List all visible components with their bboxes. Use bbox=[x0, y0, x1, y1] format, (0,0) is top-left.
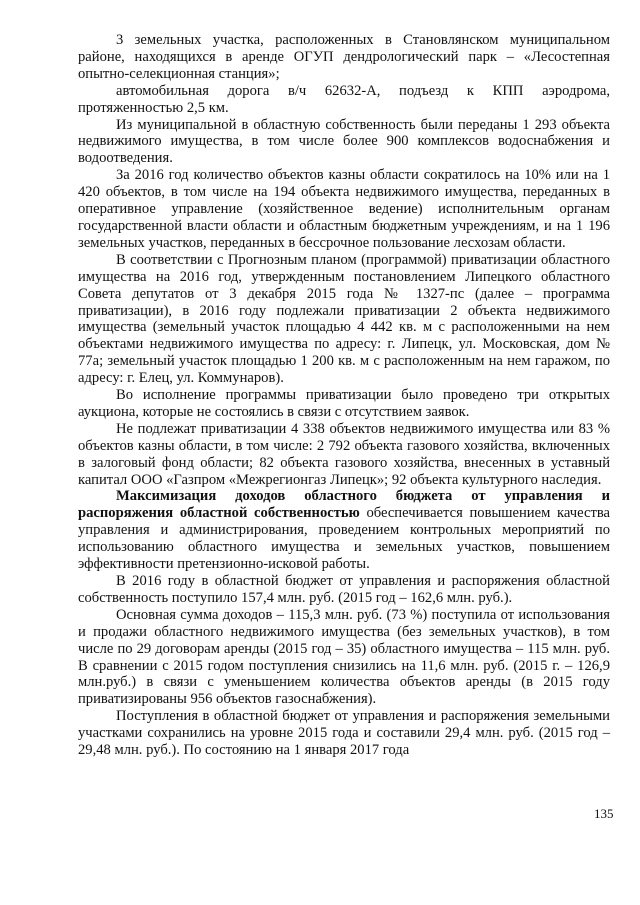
paragraph-privatization-plan: В соответствии с Прогнозным планом (программой) приватизации областного имущества на 2016 год, утвержденным постановлением Липецкого областного Совета депутатов от 3 декабря 2015 года № 1327-пс (далее – программа приватизации), в 2016 году подлежали приватизации 2 объекта недвижимого имущества (земельный участок площадью 4 442 кв. м с расположенными на нем объектами недвижимого имущества по адресу: г. Липецк, ул. Московская, дом № 77а; земельный участок площадью 1 200 кв. м с расположенным на нем гаражом, по адресу: г. Елец, ул. Коммунаров). bbox=[78, 251, 610, 387]
bold-heading-text: Максимизация доходов областного бюджета от управления и распоряжения областной собственностью bbox=[78, 488, 610, 522]
paragraph-road: автомобильная дорога в/ч 62632-А, подъезд к КПП аэродрома, протяженностью 2,5 км. bbox=[78, 82, 610, 116]
paragraph-land-plots: 3 земельных участка, расположенных в Становлянском муниципальном районе, находящихся в аренде ОГУП дендрологический парк – «Лесостепная опытно-селекционная станция»; bbox=[78, 32, 610, 82]
paragraph-municipal-transfer: Из муниципальной в областную собственность были переданы 1 293 объекта недвижимого имущества, в том числе более 900 комплексов водоснабжения и водоотведения. bbox=[78, 116, 610, 167]
paragraph-land-income: Поступления в областной бюджет от управления и распоряжения земельными участками сохранились на уровне 2015 года и составили 29,4 млн. руб. (2015 год – 29,48 млн. руб.). По состоянию на 1 января 2017 года bbox=[78, 708, 610, 759]
paragraph-not-privatized: Не подлежат приватизации 4 338 объектов недвижимого имущества или 83 % объектов казны области, в том числе: 2 792 объекта газового хозяйства, включенных в залоговый фонд области; 82 объекта газового хозяйства, внесенных в уставный капитал ООО «Газпром «Межрегионгаз Липецк»; 92 объекта культурного наследия. bbox=[78, 420, 610, 488]
paragraph-main-income: Основная сумма доходов – 115,3 млн. руб. (73 %) поступила от использования и продажи областного недвижимого имущества (без земельных участков), в том числе по 29 договорам аренды (2015 год – 35) областного имущества – 115 млн. руб. В сравнении с 2015 годом поступления снизились на 11,6 млн. руб. (2015 г. – 126,9 млн.руб.) в связи с уменьшением количества объектов аренды (в 2015 году приватизированы 956 объектов газоснабжения). bbox=[78, 606, 610, 708]
document-page bbox=[78, 32, 610, 759]
paragraph-budget-income: В 2016 году в областной бюджет от управления и распоряжения областной собственность поступило 157,4 млн. руб. (2015 год – 162,6 млн. руб.). bbox=[78, 573, 610, 606]
paragraph-text: обеспечивается повышением качества управления и администрирования, проведением контрольных мероприятий по использованию областного имущества и земельных участков, повышением эффективности претензионно-исковой работы. bbox=[78, 505, 610, 573]
paragraph-income-maximization bbox=[78, 488, 610, 573]
paragraph-treasury-reduction: За 2016 год количество объектов казны области сократилось на 10% или на 1 420 объектов, в том числе на 194 объекта недвижимого имущества, переданных в оперативное управление (хозяйственное ведение) исполнительным органам государственной власти области и областным бюджетным учреждениям, и на 1 196 земельных участков, переданных в бессрочное пользование лесхозам области. bbox=[78, 167, 610, 251]
page-number: 135 bbox=[594, 806, 614, 821]
paragraph-auctions: Во исполнение программы приватизации было проведено три открытых аукциона, которые не состоялись в связи с отсутствием заявок. bbox=[78, 387, 610, 420]
